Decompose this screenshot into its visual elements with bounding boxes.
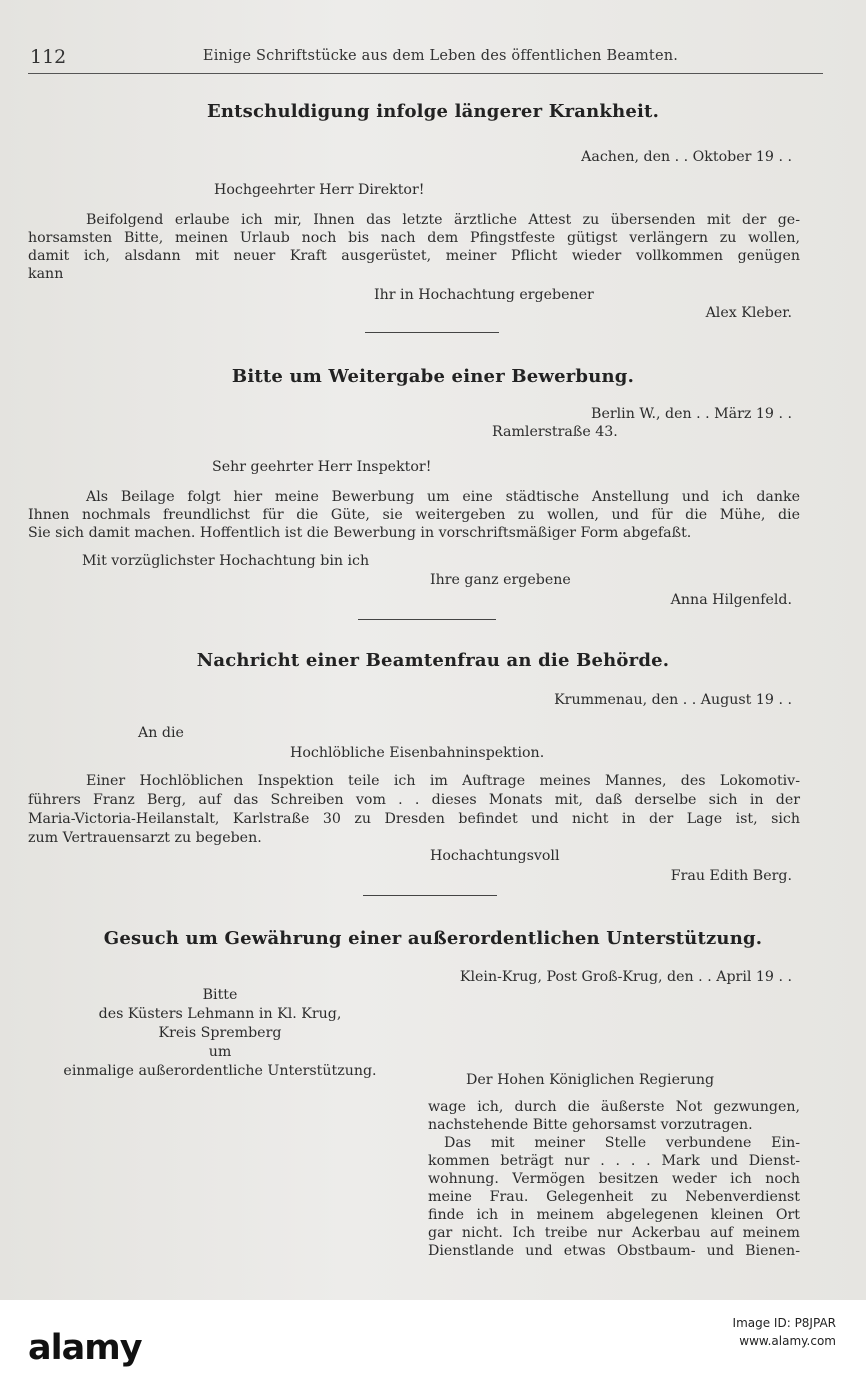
letter4-subject-line-3: Kreis Spremberg: [158, 1025, 282, 1041]
stock-footer: [0, 1300, 866, 1390]
letter4-body-line-9: Dienstlande und etwas Obstbaum- und Bienen-: [428, 1243, 800, 1259]
image-id-block: [733, 1314, 836, 1350]
letter4-addressee: Der Hohen Königlichen Regierung: [466, 1072, 715, 1088]
letter4-subject-line-1: Bitte: [202, 987, 238, 1003]
letter4-title: Gesuch um Gewährung einer außerordentlichen Unterstützung.: [103, 928, 763, 949]
letter2-body-line-1: Als Beilage folgt hier meine Bewerbung um eine städtische Anstellung und ich danke: [86, 489, 800, 505]
letter3-addressee-2: Hochlöbliche Eisenbahninspektion.: [290, 745, 545, 761]
letter3-body-line-1: Einer Hochlöblichen Inspektion teile ich im Auftrage meines Mannes, des Lokomotiv-: [86, 773, 800, 789]
letter4-body-line-3: Das mit meiner Stelle verbundene Ein-: [444, 1135, 800, 1151]
letter4-subject-line-2: des Küsters Lehmann in Kl. Krug,: [98, 1006, 342, 1022]
separator-1: [365, 332, 499, 333]
letter3-body-line-3: Maria-Victoria-Heilanstalt, Karlstraße 30 zu Dresden befindet und nicht in der Lage ist, sich: [28, 811, 800, 827]
letter1-body-line-3: damit ich, alsdann mit neuer Kraft ausgerüstet, meiner Pflicht wieder vollkommen genügen: [28, 248, 800, 264]
letter2-body-line-2: Ihnen nochmals freundlichst für die Güte, sie weitergeben zu wollen, und für die Mühe, die: [28, 507, 800, 523]
letter2-closing-1: Mit vorzüglichster Hochachtung bin ich: [82, 553, 370, 569]
letter3-addressee-1: An die: [138, 725, 184, 741]
letter1-salutation: Hochgeehrter Herr Direktor!: [214, 182, 425, 198]
letter4-place-date: Klein-Krug, Post Groß-Krug, den . . April 19 . .: [459, 969, 792, 985]
letter4-body-line-8: gar nicht. Ich treibe nur Ackerbau auf meinem: [428, 1225, 800, 1241]
running-head: [28, 44, 823, 74]
letter4-body-line-1: wage ich, durch die äußerste Not gezwungen,: [428, 1099, 800, 1115]
letter3-body-line-4: zum Vertrauensarzt zu begeben.: [28, 830, 262, 846]
letter1-body-line-2: horsamsten Bitte, meinen Urlaub noch bis nach dem Pfingstfeste gütigst verlängern zu wollen,: [28, 230, 800, 246]
letter3-place-date: Krummenau, den . . August 19 . .: [554, 692, 792, 708]
letter4-subject-line-4: um: [208, 1044, 232, 1060]
letter1-body-line-4: kann: [28, 266, 64, 282]
letter2-title: Bitte um Weitergabe einer Bewerbung.: [231, 366, 635, 387]
letter4-body-line-2: nachstehende Bitte gehorsamst vorzutragen.: [428, 1117, 753, 1133]
letter1-closing: Ihr in Hochachtung ergebener: [374, 287, 594, 303]
letter4-body-line-6: meine Frau. Gelegenheit zu Nebenverdienst: [428, 1189, 800, 1205]
letter4-body-line-5: wohnung. Vermögen besitzen weder ich noch: [428, 1171, 800, 1187]
letter4-body-line-7: finde ich in meinem abgelegenen kleinen Ort: [428, 1207, 800, 1223]
letter1-signature: Alex Kleber.: [705, 305, 792, 321]
running-title: Einige Schriftstücke aus dem Leben des öffentlichen Beamten.: [202, 48, 679, 64]
letter2-address: Ramlerstraße 43.: [492, 424, 618, 440]
site-url: www.alamy.com: [739, 1334, 836, 1348]
image-id: Image ID: P8JPAR: [732, 1316, 836, 1330]
letter4-body-line-4: kommen beträgt nur . . . . Mark und Dienst-: [428, 1153, 800, 1169]
letter3-signature: Frau Edith Berg.: [670, 868, 792, 884]
letter1-title: Entschuldigung infolge längerer Krankheit.: [206, 101, 660, 122]
alamy-logo: alamy: [28, 1328, 142, 1368]
separator-2: [358, 619, 496, 620]
letter2-signature: Anna Hilgenfeld.: [670, 592, 792, 608]
letter4-subject-line-5: einmalige außerordentliche Unterstützung.: [63, 1063, 377, 1079]
letter2-body-line-3: Sie sich damit machen. Hoffentlich ist die Bewerbung in vorschriftsmäßiger Form abgefaßt.: [28, 525, 692, 541]
letter2-place-date: Berlin W., den . . März 19 . .: [591, 406, 792, 422]
letter3-title: Nachricht einer Beamtenfrau an die Behörde.: [196, 650, 670, 671]
separator-3: [363, 895, 497, 896]
page-number: 112: [30, 46, 67, 68]
letter3-body-line-2: führers Franz Berg, auf das Schreiben vom . . dieses Monats mit, daß derselbe sich in der: [28, 792, 800, 808]
letter1-place-date: Aachen, den . . Oktober 19 . .: [581, 149, 792, 165]
letter2-salutation: Sehr geehrter Herr Inspektor!: [212, 459, 432, 475]
letter3-closing: Hochachtungsvoll: [430, 848, 560, 864]
letter2-closing-2: Ihre ganz ergebene: [430, 572, 571, 588]
header-rule: [28, 73, 823, 74]
letter1-body-line-1: Beifolgend erlaube ich mir, Ihnen das letzte ärztliche Attest zu übersenden mit der ge-: [86, 212, 800, 228]
